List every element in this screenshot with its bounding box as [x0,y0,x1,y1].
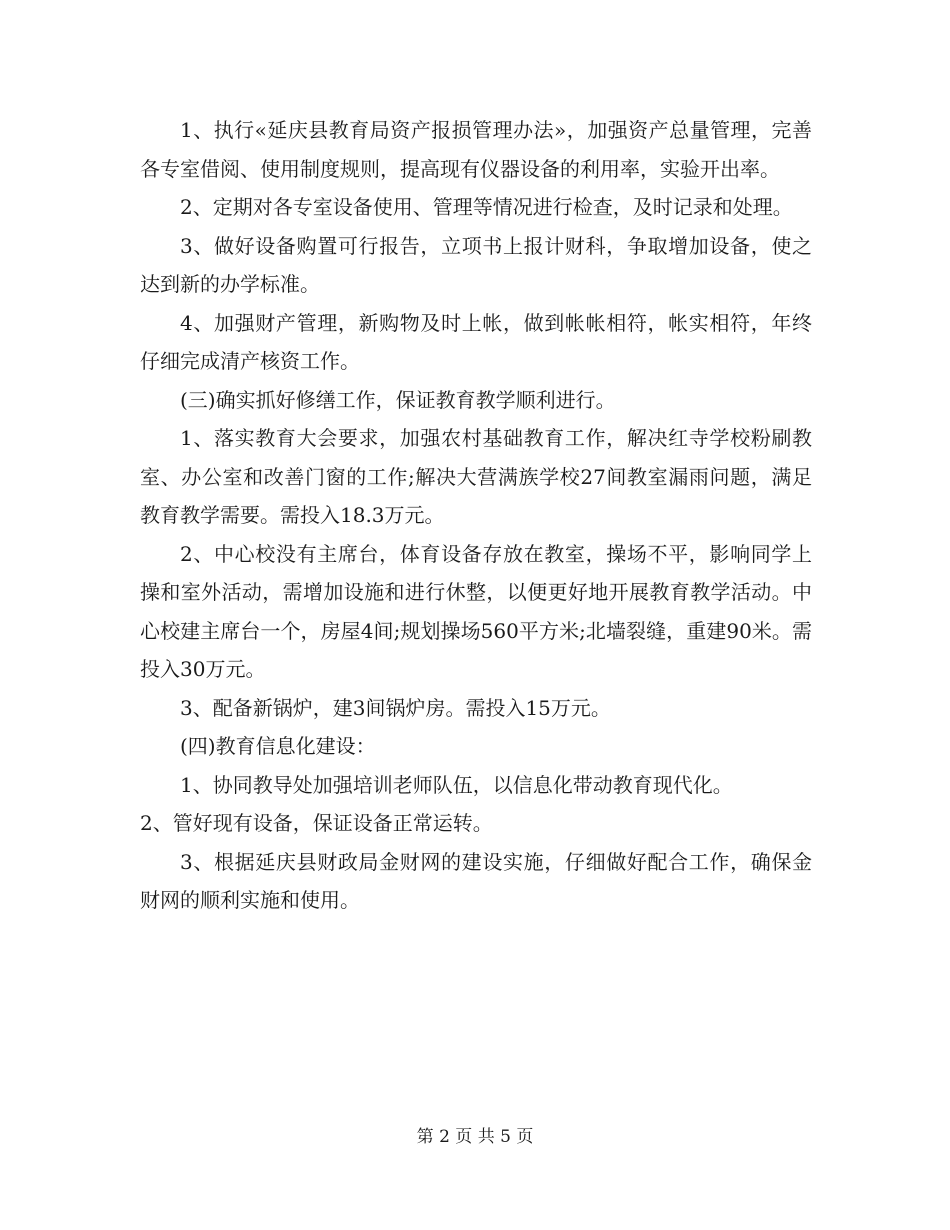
paragraph-informatization-2: 2、管好现有设备，保证设备正常运转。 [140,811,493,835]
document-body [140,111,812,920]
page-number-footer: 第 2 页 共 5 页 [416,1127,534,1147]
section-heading-repairs: (三)确实抓好修缮工作，保证教育教学顺利进行。 [180,387,616,412]
paragraph-informatization-1: 1、协同教导处加强培训老师队伍，以信息化带动教育现代化。 [180,772,733,797]
paragraph-procurement: 3、做好设备购置可行报告，立项书上报计财科，争取增加设备，使之达到新的办学标准。 [140,233,812,296]
paragraph-repairs-2: 2、中心校没有主席台，体育设备存放在教室，操场不平，影响同学上操和室外活动，需增加设施和进行休整，以便更好地开展教育教学活动。中心校建主席台一个，房屋4间;规划操场560平方米;北墙裂缝，重建90米。需投入30万元。 [140,541,812,681]
section-heading-informatization: (四)教育信息化建设： [180,734,376,758]
paragraph-informatization-3: 3、根据延庆县财政局金财网的建设实施，仔细做好配合工作，确保金财网的顺利实施和使用。 [140,849,812,912]
paragraph-repairs-3: 3、配备新锅炉，建3间锅炉房。需投入15万元。 [180,695,611,720]
paragraph-property-management: 4、加强财产管理，新购物及时上帐，做到帐帐相符，帐实相符，年终仔细完成清产核资工作。 [140,310,812,373]
paragraph-repairs-1: 1、落实教育大会要求，加强农村基础教育工作，解决红寺学校粉刷教室、办公室和改善门窗的工作;解决大营满族学校27间教室漏雨问题，满足教育教学需要。需投入18.3万元。 [140,426,812,527]
paragraph-inspection: 2、定期对各专室设备使用、管理等情况进行检查，及时记录和处理。 [180,195,793,219]
paragraph-asset-management: 1、执行«延庆县教育局资产报损管理办法»，加强资产总量管理，完善各专室借阅、使用制度规则，提高现有仪器设备的利用率，实验开出率。 [140,118,812,181]
